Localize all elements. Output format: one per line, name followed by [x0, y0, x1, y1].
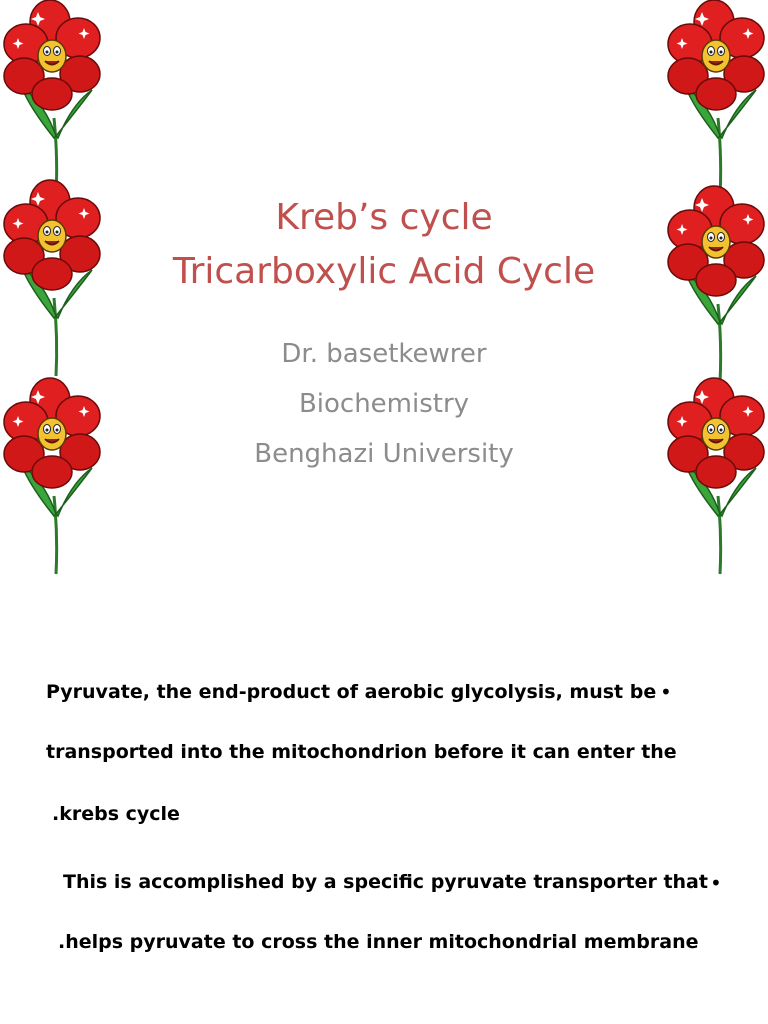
- bullet-1-line-2: transported into the mitochondrion before it can enter the: [46, 741, 677, 763]
- flower-icon: [0, 0, 104, 198]
- bullet-marker-1: •: [660, 680, 672, 704]
- bullet-2-line-1: This is accomplished by a specific pyruvate transporter that: [63, 871, 708, 893]
- bullet-2-line-2: .helps pyruvate to cross the inner mitochondrial membrane: [58, 931, 699, 953]
- flower-icon: [0, 376, 104, 576]
- bullet-1-line-3: .krebs cycle: [52, 803, 180, 825]
- flower-icon: [664, 0, 768, 198]
- slide-title: [104, 191, 664, 299]
- department-name: Biochemistry: [298, 389, 470, 419]
- bullet-marker-2: •: [710, 871, 722, 895]
- bullet-1-line-1: Pyruvate, the end-product of aerobic glycolysis, must be: [46, 681, 657, 703]
- author-name: Dr. basetkewrer: [281, 339, 487, 369]
- flower-icon: [664, 376, 768, 576]
- title-line-1: Kreb’s cycle: [275, 197, 493, 238]
- slide-subtitle: [104, 329, 664, 479]
- flower-icon: [0, 178, 104, 378]
- title-line-2: Tricarboxylic Acid Cycle: [172, 251, 596, 292]
- university-name: Benghazi University: [254, 439, 514, 469]
- flower-icon: [664, 184, 768, 384]
